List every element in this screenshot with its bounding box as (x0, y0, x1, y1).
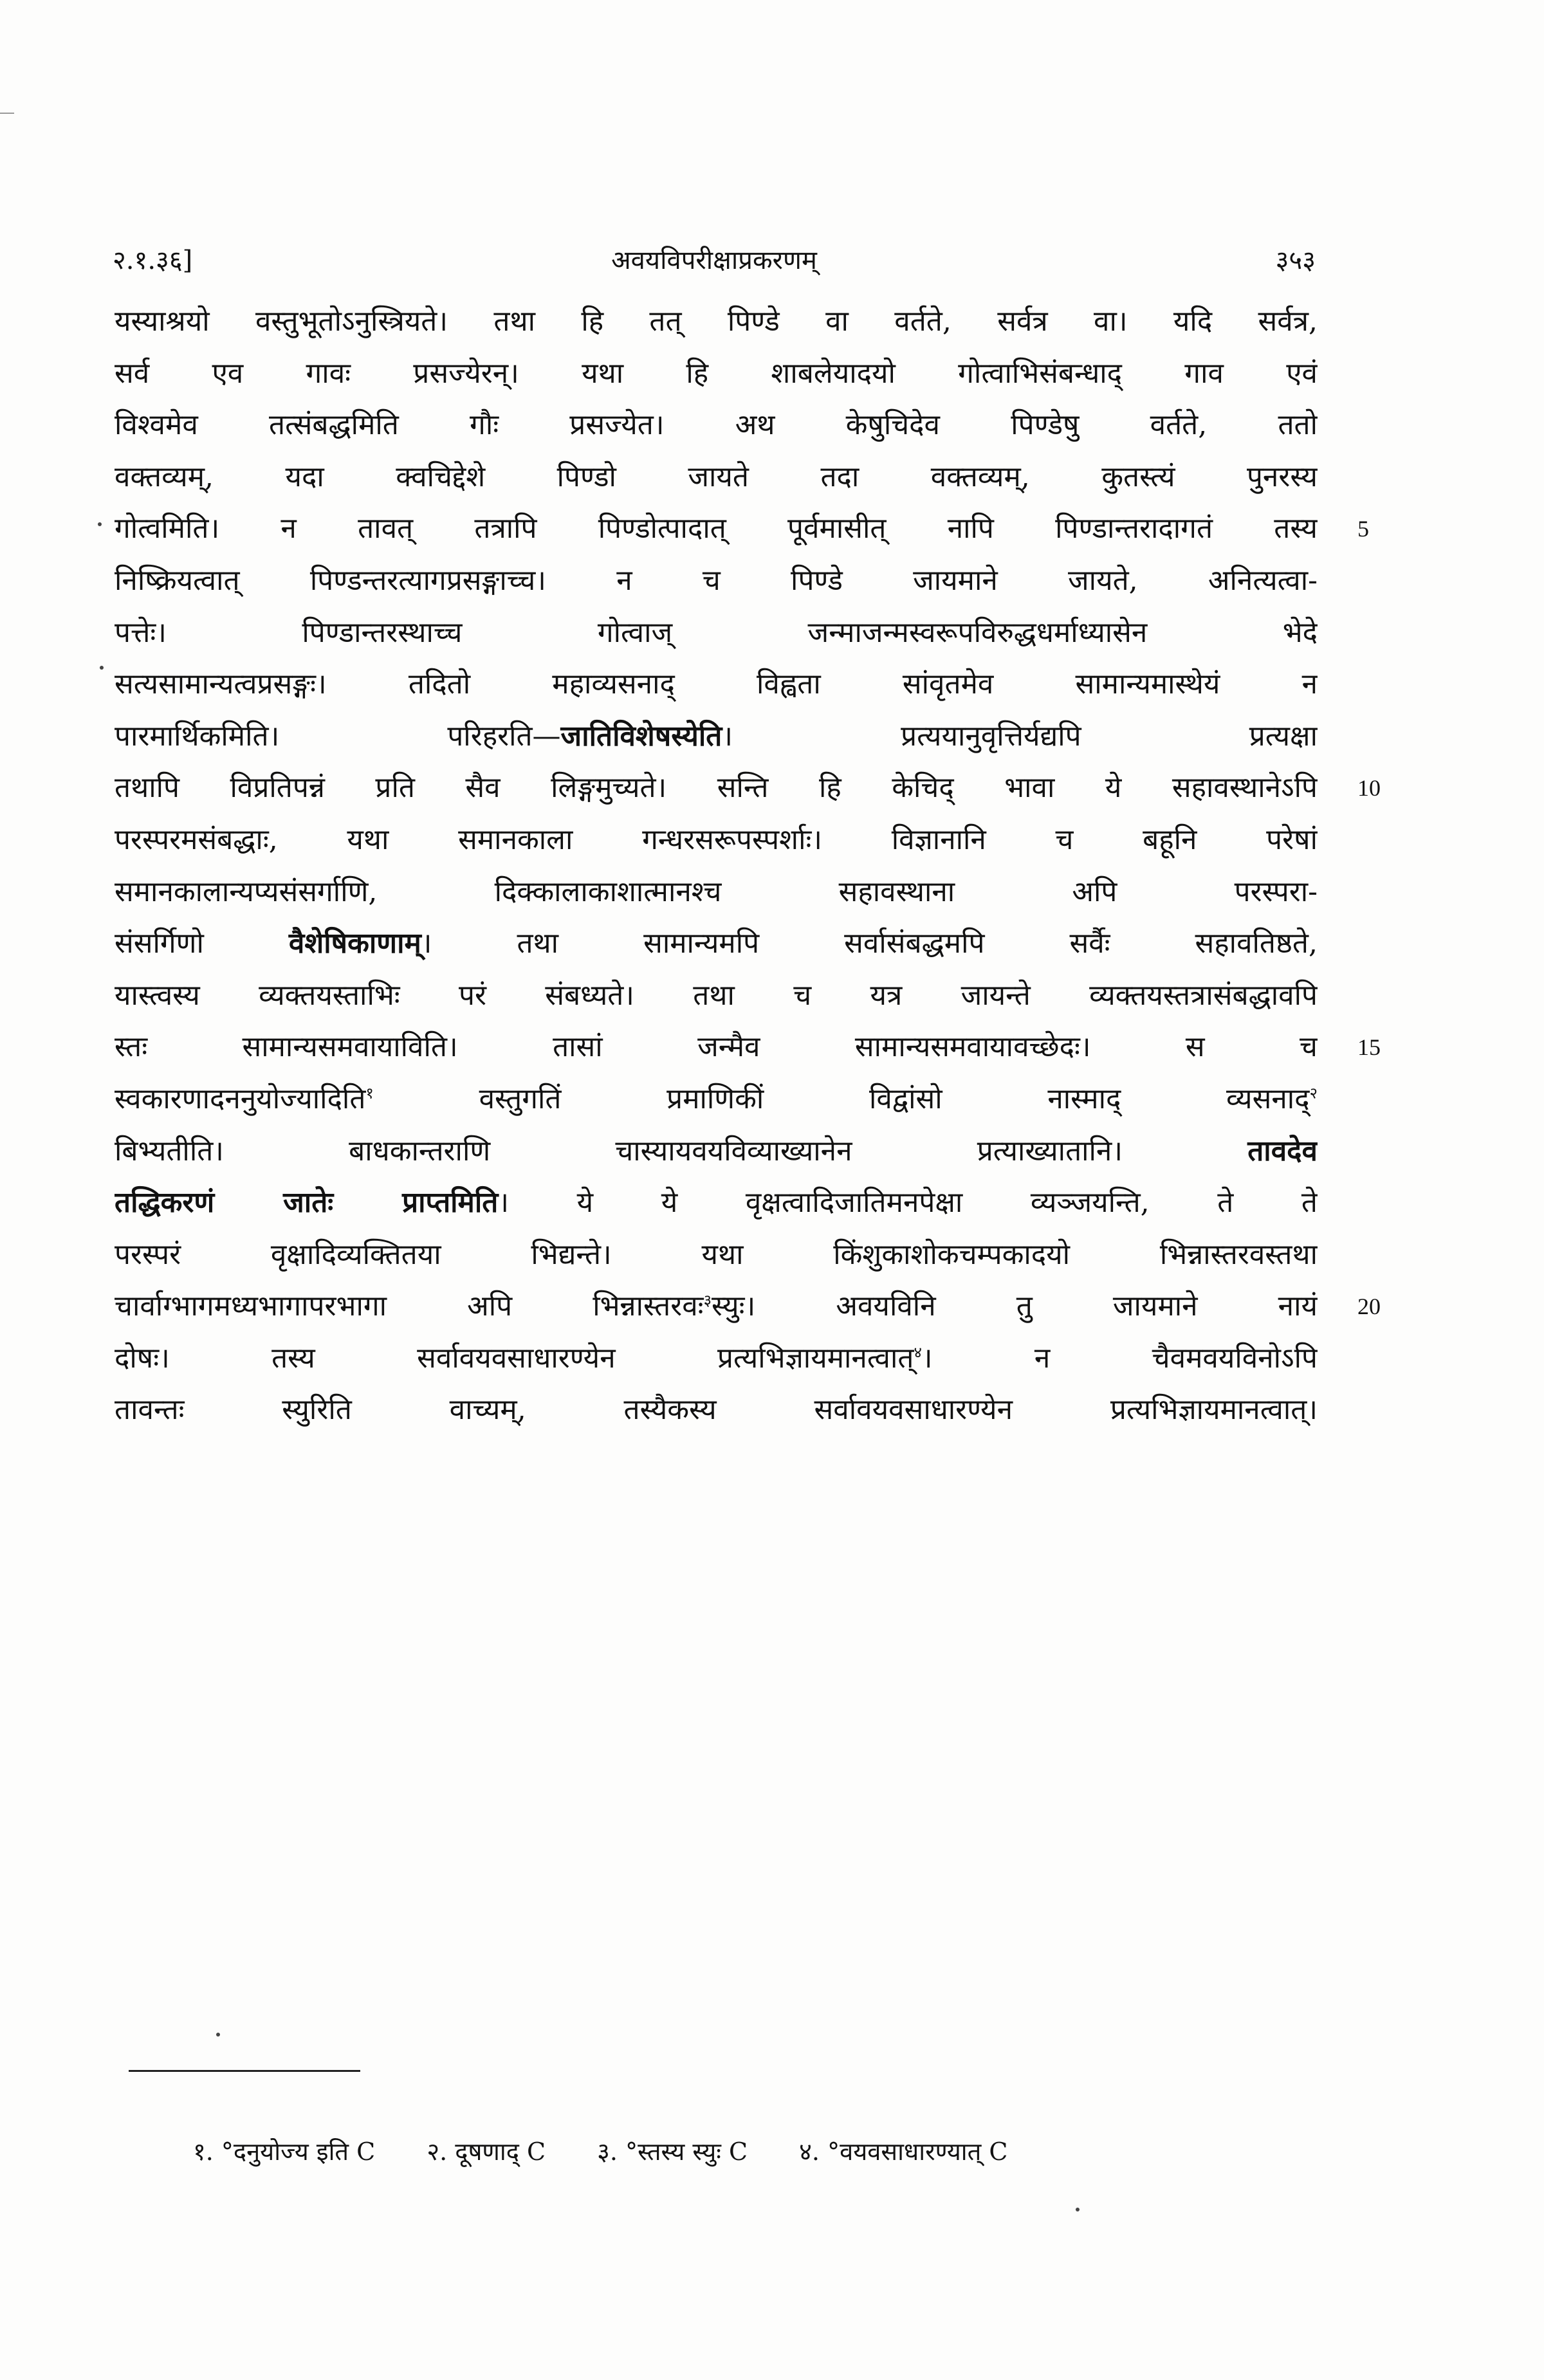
text-line: तद्धिकरणं जातेः प्राप्तमिति। ये ये वृक्षत्वादिजातिमनपेक्षा व्यञ्जयन्ति, ते ते (115, 1186, 1318, 1220)
text-line: तावन्तः स्युरिति वाच्यम्, तस्यैकस्य सर्वावयवसाधारण्येन प्रत्यभिज्ञायमानत्वात्। (115, 1393, 1318, 1427)
text-line: बिभ्यतीति। बाधकान्तराणि चास्यायवयविव्याख्यानेन प्रत्याख्यातानि। तावदेव (115, 1134, 1318, 1167)
text-line: वक्तव्यम्, यदा क्वचिद्देशे पिण्डो जायते तदा वक्तव्यम्, कुतस्त्यं पुनरस्य (115, 460, 1318, 493)
text-line: विश्वमेव तत्संबद्धमिति गौः प्रसज्येत। अथ केषुचिदेव पिण्डेषु वर्तते, ततो (115, 408, 1318, 442)
text-line: पारमार्थिकमिति। परिहरति—जातिविशेषस्येति। प्रत्ययानुवृत्तिर्यद्यपि प्रत्यक्षा (115, 719, 1318, 753)
footnote-marker: ३ (703, 1291, 712, 1310)
section-reference: २.१.३६] (113, 246, 193, 275)
commentary-lemma: जातिविशेषस्येति (560, 719, 722, 753)
text-line: दोषः। तस्य सर्वावयवसाधारण्येन प्रत्यभिज्ञायमानत्वात्$^४$। न चैवमवयविनोऽपि (115, 1341, 1318, 1375)
text-line: निष्क्रियत्वात् पिण्डन्तरत्यागप्रसङ्गाच्च। न च पिण्डे जायमाने जायते, अनित्यत्वा- (115, 563, 1318, 597)
line-number: 10 (1357, 775, 1381, 801)
footnote-marker: २ (1309, 1084, 1318, 1103)
main-text (115, 296, 1318, 1436)
text-line: संसर्गिणो वैशेषिकाणाम्। तथा सामान्यमपि सर्वासंबद्धमपि सर्वैः सहावतिष्ठते, (115, 927, 1318, 960)
line-number: 5 (1357, 516, 1369, 542)
footnote-marker: ४ (914, 1343, 922, 1362)
scan-speck (1076, 2208, 1080, 2211)
scan-speck (98, 522, 102, 526)
text-line: पत्तेः। पिण्डान्तरस्थाच्च गोत्वाज् जन्माजन्मस्वरूपविरुद्धधर्माध्यासेन भेदे (115, 616, 1318, 649)
text-line: चार्वाग्भागमध्यभागापरभागा अपि भिन्नास्तरवः$^३$स्युः। अवयविनि तु जायमाने नायं (115, 1290, 1318, 1323)
scan-edge-mark (0, 113, 14, 114)
commentary-lemma: तावदेव (1247, 1134, 1318, 1167)
footnote: ३. °स्तस्य स्युः C (597, 2137, 748, 2166)
text-line: गोत्वमिति। न तावत् तत्रापि पिण्डोत्पादात् पूर्वमासीत् नापि पिण्डान्तरादागतं तस्य (115, 512, 1318, 545)
text-line: परस्परमसंबद्धाः, यथा समानकाला गन्धरसरूपस्पर्शाः। विज्ञानानि च बहूनि परेषां (115, 823, 1318, 856)
footnote-rule (129, 2070, 360, 2072)
text-line: स्तः सामान्यसमवायाविति। तासां जन्मैव सामान्यसमवायावच्छेदः। स च (115, 1030, 1318, 1064)
footnote: ४. °वयवसाधारण्यात् C (799, 2137, 1008, 2166)
footnote-marker: १ (365, 1084, 374, 1103)
line-number: 15 (1357, 1034, 1381, 1061)
page-number: ३५३ (1275, 246, 1316, 275)
text-line: यास्त्वस्य व्यक्तयस्ताभिः परं संबध्यते। तथा च यत्र जायन्ते व्यक्तयस्तत्रासंबद्धावपि (115, 978, 1318, 1012)
text-line: सत्यसामान्यत्वप्रसङ्गः। तदितो महाव्यसनाद् विह्वता सांवृतमेव सामान्यमास्थेयं न (115, 668, 1318, 701)
commentary-lemma: वैशेषिकाणाम् (288, 927, 421, 960)
footnote: १. °दनुयोज्य इति C (193, 2137, 376, 2166)
footnote: २. दूषणाद् C (427, 2137, 546, 2166)
text-line: स्वकारणादननुयोज्यादिति$^१$ वस्तुगतिं प्रमाणिकीं विद्वांसो नास्माद् व्यसनाद्$^२$ (115, 1082, 1318, 1115)
text-line: परस्परं वृक्षादिव्यक्तितया भिद्यन्ते। यथा किंशुकाशोकचम्पकादयो भिन्नास्तरवस्तथा (115, 1238, 1318, 1271)
scan-speck (216, 2033, 220, 2037)
text-line: तथापि विप्रतिपन्नं प्रति सैव लिङ्गमुच्यते। सन्ति हि केचिद् भावा ये सहावस्थानेऽपि (115, 771, 1318, 805)
text-line: सर्व एव गावः प्रसज्येरन्। यथा हि शाबलेयादयो गोत्वाभिसंबन्धाद् गाव एवं (115, 356, 1318, 390)
text-line: समानकालान्यप्यसंसर्गाणि, दिक्कालाकाशात्मानश्च सहावस्थाना अपि परस्परा- (115, 875, 1318, 908)
text-line: यस्याश्रयो वस्तुभूतोऽनुस्त्रियते। तथा हि तत् पिण्डे वा वर्तते, सर्वत्र वा। यदि सर्वत्र, (115, 305, 1318, 338)
commentary-lemma: तद्धिकरणं जातेः प्राप्तमिति (115, 1186, 499, 1220)
line-number: 20 (1357, 1294, 1381, 1320)
running-title: अवयविपरीक्षाप्रकरणम् (611, 246, 817, 275)
running-header (113, 241, 1316, 280)
footnotes (193, 2132, 1351, 2171)
scan-speck (100, 666, 104, 670)
